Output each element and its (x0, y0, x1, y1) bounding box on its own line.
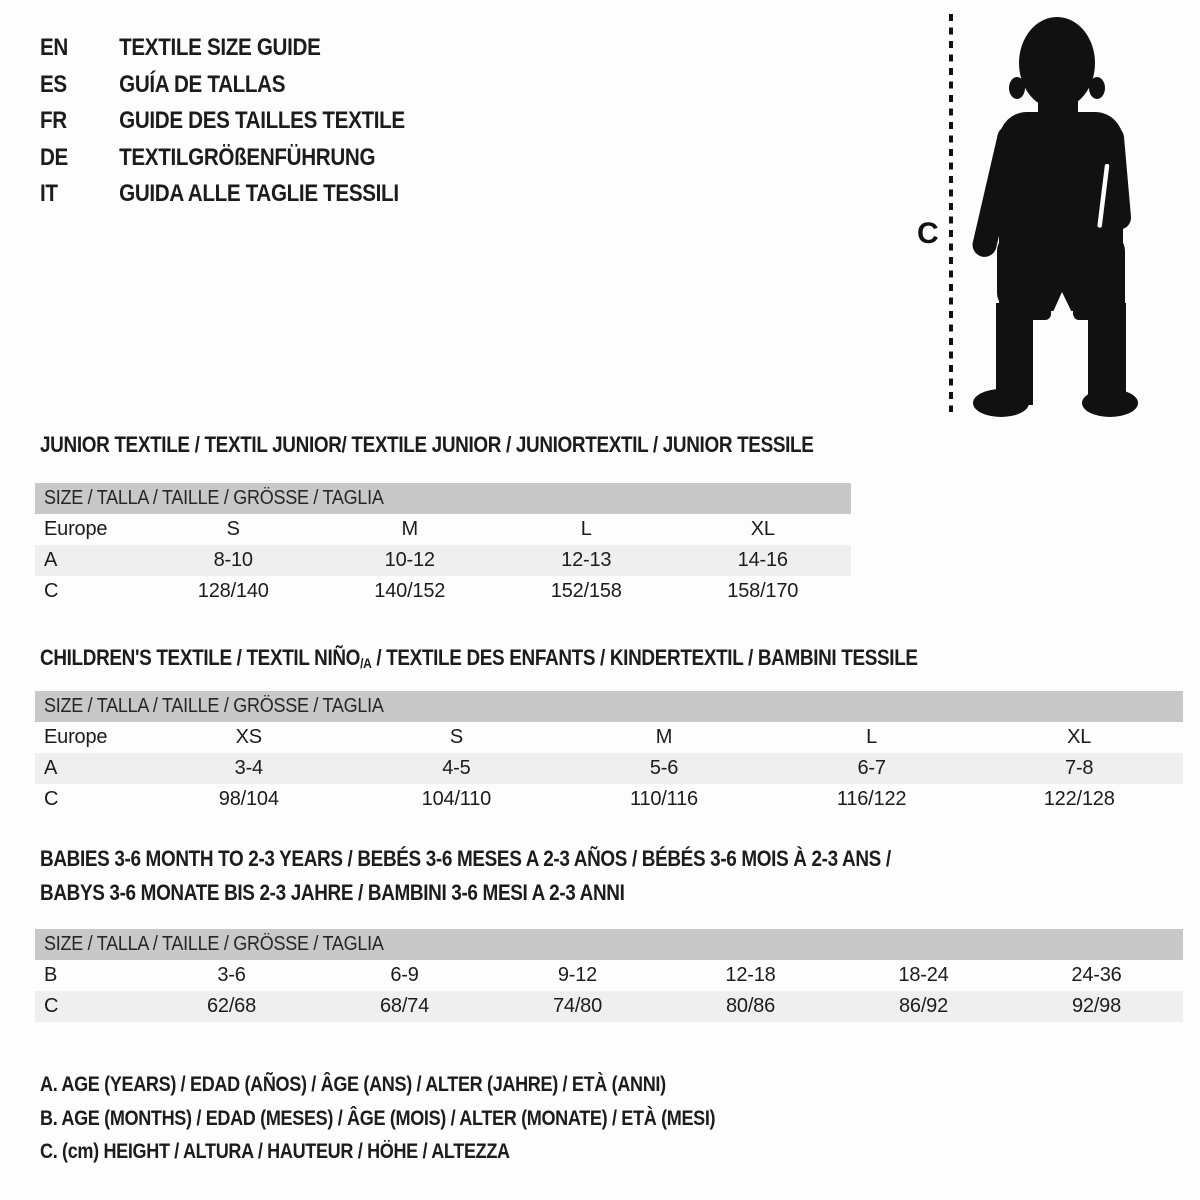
measurement-legend (40, 1068, 825, 1169)
row-label: C (44, 788, 59, 810)
junior-section-heading: JUNIOR TEXTILE / TEXTIL JUNIOR/ TEXTILE JUNIOR / JUNIORTEXTIL / JUNIOR TESSILE (40, 432, 814, 457)
language-title: TEXTILGRÖßENFÜHRUNG (119, 143, 376, 171)
size-header-bar (35, 929, 1183, 960)
height-cell: 158/170 (727, 580, 799, 602)
height-cell: 62/68 (206, 995, 257, 1017)
children-heading-post: / TEXTILE DES ENFANTS / KINDERTEXTIL / BAMBINI TESSILE (371, 645, 918, 670)
age-cell: 10-12 (384, 549, 435, 571)
height-cell: 80/86 (725, 995, 776, 1017)
legend-line-b: B. AGE (MONTHS) / EDAD (MESES) / ÂGE (MOIS) / ALTER (MONATE) / ETÀ (MESI) (40, 1106, 716, 1130)
height-cell: 152/158 (550, 580, 622, 602)
size-cell: S (449, 726, 463, 748)
height-cell: 116/122 (836, 788, 907, 810)
language-title: GUIDA ALLE TAGLIE TESSILI (119, 180, 399, 207)
table-row-height (35, 784, 1183, 815)
months-cell: 9-12 (557, 964, 598, 986)
size-cell: XS (235, 726, 262, 748)
language-code: FR (40, 107, 67, 134)
table-row-months (35, 960, 1183, 991)
language-code: ES (40, 70, 67, 98)
months-cell: 6-9 (390, 964, 419, 986)
legend-line-c: C. (cm) HEIGHT / ALTURA / HAUTEUR / HÖHE / ALTEZZA (40, 1140, 510, 1163)
language-row-en (40, 30, 405, 67)
age-cell: 3-4 (234, 757, 263, 779)
size-cell: L (580, 518, 592, 540)
height-cell: 74/80 (552, 995, 603, 1017)
silhouette-foot-right (1082, 389, 1138, 417)
size-cell: M (655, 726, 673, 748)
months-cell: 18-24 (898, 964, 949, 986)
size-cell: XL (1067, 726, 1092, 748)
baby-height-figure (900, 0, 1200, 440)
silhouette-ear-left (1009, 77, 1025, 99)
row-label: C (44, 995, 59, 1017)
size-header-label: SIZE / TALLA / TAILLE / GRÖSSE / TAGLIA (44, 487, 384, 509)
language-title: GUÍA DE TALLAS (119, 70, 286, 98)
age-cell: 7-8 (1065, 757, 1094, 779)
age-cell: 12-13 (561, 549, 612, 571)
children-size-table (35, 691, 1183, 815)
height-cell: 140/152 (374, 580, 446, 602)
months-cell: 24-36 (1071, 964, 1122, 986)
table-row-age (35, 753, 1183, 784)
silhouette-foot-left (973, 389, 1029, 417)
height-cell: 98/104 (218, 788, 279, 810)
language-row-es (40, 67, 405, 104)
language-code: EN (40, 34, 68, 61)
language-title: GUIDE DES TAILLES TEXTILE (119, 107, 405, 134)
row-label: B (44, 964, 58, 986)
height-cell: 86/92 (898, 995, 949, 1017)
language-row-de (40, 140, 405, 177)
figure-label-c: C (917, 217, 939, 250)
table-row-height (35, 576, 851, 607)
table-row-age (35, 545, 851, 576)
table-row-height (35, 991, 1183, 1022)
children-heading-pre: CHILDREN'S TEXTILE / TEXTIL NIÑO (40, 645, 361, 670)
age-cell: 4-5 (442, 757, 471, 779)
height-cell: 104/110 (421, 788, 492, 810)
language-row-fr (40, 103, 405, 140)
age-cell: 14-16 (737, 549, 788, 571)
height-cell: 128/140 (197, 580, 269, 602)
size-cell: XL (750, 518, 775, 540)
height-cell: 92/98 (1071, 995, 1122, 1017)
language-row-it (40, 176, 405, 213)
row-label: C (44, 580, 59, 602)
babies-size-table (35, 929, 1183, 1022)
size-cell: M (401, 518, 418, 540)
baby-silhouette (970, 17, 1138, 417)
age-cell: 5-6 (649, 757, 679, 779)
table-row-europe (35, 514, 851, 545)
babies-section-heading-line2: BABYS 3-6 MONATE BIS 2-3 JAHRE / BAMBINI 3-6 MESI A 2-3 ANNI (40, 880, 625, 905)
size-header-bar (35, 483, 851, 514)
size-header-label: SIZE / TALLA / TAILLE / GRÖSSE / TAGLIA (44, 695, 384, 717)
months-cell: 3-6 (217, 964, 246, 986)
table-row-europe (35, 722, 1183, 753)
size-header-bar (35, 691, 1183, 722)
row-label: Europe (44, 726, 108, 748)
height-cell: 68/74 (379, 995, 430, 1017)
row-label: A (44, 549, 58, 571)
language-code: IT (40, 180, 58, 207)
height-cell: 122/128 (1043, 788, 1115, 810)
babies-section-heading-line1: BABIES 3-6 MONTH TO 2-3 YEARS / BEBÉS 3-6 MESES A 2-3 AÑOS / BÉBÉS 3-6 MOIS À 2-3 ANS / (40, 846, 891, 871)
row-label: A (44, 757, 58, 779)
silhouette-ear-right (1089, 77, 1105, 99)
height-cell: 110/116 (630, 788, 698, 810)
age-cell: 6-7 (857, 757, 886, 779)
children-heading-sub: /A (360, 655, 372, 671)
legend-line-a: A. AGE (YEARS) / EDAD (AÑOS) / ÂGE (ANS) / ALTER (JAHRE) / ETÀ (ANNI) (40, 1073, 666, 1096)
junior-size-table (35, 483, 851, 607)
language-code: DE (40, 143, 68, 171)
row-label: Europe (44, 518, 108, 540)
months-cell: 12-18 (725, 964, 776, 986)
size-cell: L (866, 726, 878, 748)
language-title: TEXTILE SIZE GUIDE (119, 34, 321, 61)
language-title-list (40, 30, 464, 213)
age-cell: 8-10 (213, 549, 253, 571)
size-cell: S (226, 518, 240, 540)
size-header-label: SIZE / TALLA / TAILLE / GRÖSSE / TAGLIA (44, 933, 384, 955)
children-section-heading (40, 645, 918, 673)
silhouette-head (1019, 17, 1095, 109)
